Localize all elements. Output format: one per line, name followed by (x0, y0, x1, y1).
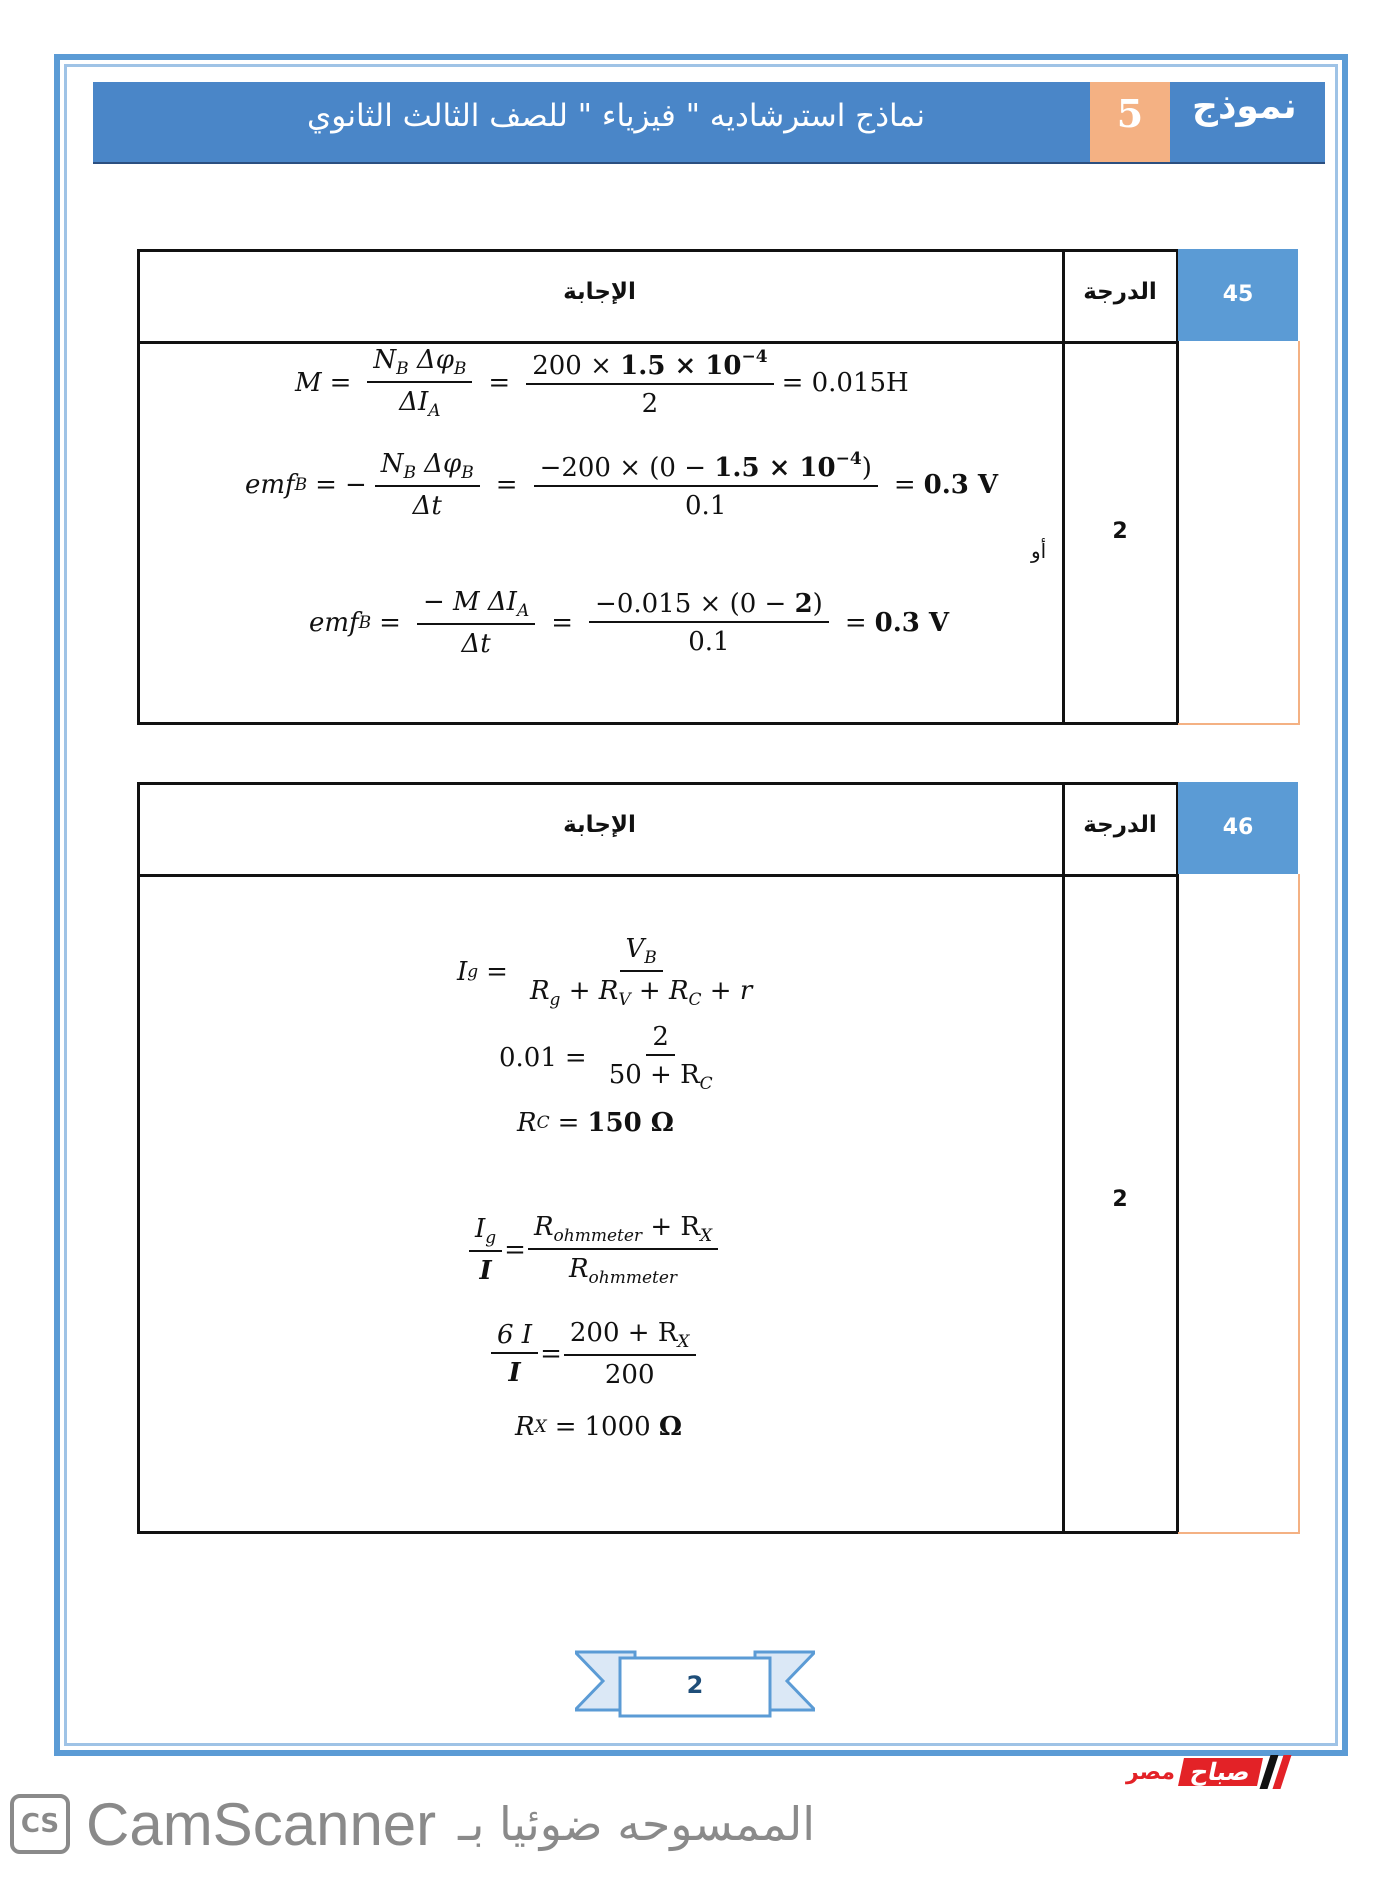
question-side-strip (1178, 874, 1300, 1534)
grade-value: 2 (1112, 519, 1128, 544)
grade-value: 2 (1112, 1187, 1128, 1212)
header-title: نماذج استرشاديه " فيزياء " للصف الثالث الثانوي (307, 98, 925, 134)
equation-emf-flux: emf B = − $\frac{N_B \Delta\varphi_B}{\Delta t}$ = $\frac{-200 \times (0 - 1.5 \times 10^{-4})}{0.1}$ = 0.3 V (245, 449, 999, 521)
brand-logo (1118, 1754, 1286, 1790)
brand-misr: مصر (1126, 1759, 1175, 1785)
equation-rc-result: R C = 150 Ω (517, 1108, 674, 1138)
question-46-table (137, 782, 1301, 1534)
question-side-strip (1178, 341, 1300, 725)
answer-header: الإجابة (563, 812, 636, 838)
equation-ohmmeter-ratio: $\frac{I_g}{I}$ = $\frac{R_{ohmmeter} + R_X}{R_{ohmmeter}}$ (467, 1212, 720, 1288)
question-45-table (137, 249, 1301, 725)
or-label: أو (1031, 539, 1047, 563)
scanner-name: CamScanner (86, 1790, 437, 1858)
equation-emf-mutual: emf B = $\frac{- M \Delta I_A}{\Delta t}$ = $\frac{-0.015 \times (0 - 2)}{0.1}$ = 0.3 V (309, 587, 950, 659)
question-number: 46 (1178, 782, 1298, 874)
page-number: 2 (686, 1671, 704, 1699)
model-number: 5 (1090, 82, 1170, 162)
grade-header: الدرجة (1083, 812, 1157, 838)
answer-header: الإجابة (563, 279, 636, 305)
camscanner-logo-icon: CS (10, 1794, 70, 1854)
scanner-arabic-text: الممسوحه ضوئيا بـ (458, 1797, 816, 1851)
grade-header: الدرجة (1083, 279, 1157, 305)
column-divider (1062, 782, 1065, 1534)
equation-rx-result: R X = 1000 Ω (515, 1412, 683, 1442)
model-label: نموذج (1192, 86, 1297, 127)
scanner-watermark (10, 1786, 815, 1862)
equation-ohmmeter-substitution: $\frac{6 I}{I}$ = $\frac{200 + R_X}{200}$ (489, 1318, 698, 1390)
column-divider (1062, 249, 1065, 725)
brand-sabah: صباح (1178, 1758, 1263, 1786)
equation-substitution: 0.01 = $\frac{2}{50 + R_C}$ (499, 1022, 713, 1094)
question-number: 45 (1178, 249, 1298, 341)
equation-mutual-inductance: M = $\frac{N_B \Delta\varphi_B}{\Delta I_A}$ = $\frac{200 \times 1.5 \times 10^{-4}}{2}$ = 0.015H (295, 345, 909, 421)
equation-galvanometer-current: I g = $\frac{V_B}{R_g + R_V + R_C + r}$ (457, 934, 753, 1010)
